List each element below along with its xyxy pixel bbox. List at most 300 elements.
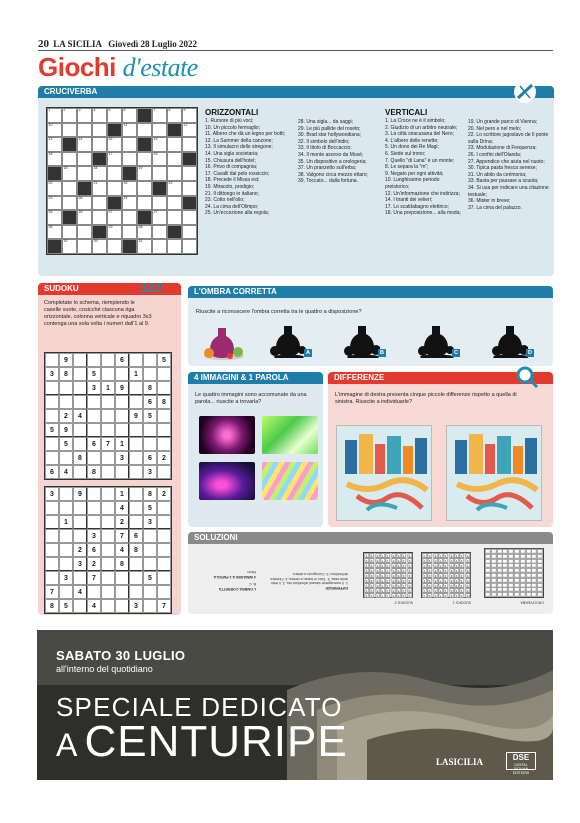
crossword-cell[interactable] [167, 181, 182, 196]
solution-cell: 5 [397, 569, 400, 572]
crossword-cell[interactable] [92, 123, 107, 138]
crossword-cell[interactable] [182, 225, 197, 240]
solution-cell: 8 [434, 574, 437, 577]
solution-cell: 8 [434, 564, 437, 567]
crossword-cell[interactable] [167, 196, 182, 211]
sudoku-cell[interactable] [101, 501, 115, 515]
solution-cell: 7 [381, 594, 384, 597]
sudoku-cell[interactable] [45, 353, 59, 367]
solution-cell [537, 578, 543, 583]
cell-number: 33 [153, 151, 158, 156]
cell-number: 25 [48, 210, 53, 215]
solution-cell: 9 [429, 574, 431, 577]
crossword-cell[interactable] [47, 181, 62, 196]
crossword-cell[interactable] [137, 166, 152, 181]
page-title [38, 52, 198, 83]
sudoku-cell[interactable] [87, 353, 101, 367]
sudoku-cell[interactable] [115, 465, 129, 479]
crossword-cell[interactable] [77, 166, 92, 181]
crossword-cell[interactable] [167, 152, 182, 167]
sudoku-cell[interactable] [87, 487, 101, 501]
solution-cell: 4 [403, 579, 405, 582]
sudoku-cell[interactable] [143, 437, 157, 451]
sudoku-cell: 9 [59, 353, 73, 367]
sudoku-cell[interactable] [157, 501, 171, 515]
sudoku-cell[interactable] [101, 367, 115, 381]
crossword-cell[interactable] [167, 239, 182, 254]
clue: 36. Mister in breve; [468, 198, 511, 205]
sudoku-cell[interactable] [101, 487, 115, 501]
crossword-cell[interactable] [107, 152, 122, 167]
sudoku-cell[interactable] [101, 395, 115, 409]
sudoku-cell[interactable] [59, 557, 73, 571]
sudoku-cell[interactable] [45, 529, 59, 543]
crossword-cell[interactable] [152, 123, 167, 138]
crossword-cell[interactable] [77, 152, 92, 167]
clue: 20. Nel pero e nel melo; [468, 125, 522, 132]
crossword-cell[interactable] [152, 225, 167, 240]
sudoku-cell[interactable] [129, 571, 143, 585]
solution-sudoku-1-label: SUDOKU 1 [452, 600, 471, 605]
sudoku-cell[interactable] [101, 353, 115, 367]
sudoku-cell: 4 [73, 409, 87, 423]
sudoku-cell[interactable] [115, 395, 129, 409]
sudoku-cell[interactable] [45, 437, 59, 451]
cell-number: 18 [63, 166, 68, 171]
sudoku-cell[interactable] [101, 585, 115, 599]
shadow-option-d[interactable] [490, 322, 528, 358]
crossword-cell[interactable] [122, 181, 137, 196]
cell-number: 31 [138, 239, 143, 244]
solution-cell: 2 [461, 564, 463, 567]
clue: 28. Una sigla... da saggi; [298, 119, 354, 125]
solution-cell: 4 [403, 569, 405, 572]
crossword-cell[interactable] [92, 181, 107, 196]
sudoku-cell[interactable] [73, 501, 87, 515]
solution-cell: 4 [403, 559, 405, 562]
crossword-cell [77, 181, 92, 196]
crossword-cell[interactable] [182, 181, 197, 196]
crossword-cell[interactable] [47, 152, 62, 167]
city-image-right[interactable] [446, 425, 542, 521]
sudoku-cell[interactable] [101, 529, 115, 543]
crossword-cell[interactable] [152, 108, 167, 123]
crossword-cell[interactable] [137, 196, 152, 211]
solution-cell: 4 [403, 589, 405, 592]
solution-cell: 9 [371, 574, 373, 577]
sudoku-cell[interactable] [143, 585, 157, 599]
crossword-cell[interactable] [122, 225, 137, 240]
crossword-cell[interactable] [92, 166, 107, 181]
crossword-cell[interactable] [107, 181, 122, 196]
advert-subtitle: all'interno del quotidiano [56, 664, 153, 674]
sudoku-cell[interactable] [157, 585, 171, 599]
sudoku-cell: 1 [115, 487, 129, 501]
sudoku-cell: 2 [157, 451, 171, 465]
crossword-cell[interactable] [182, 108, 197, 123]
solution-cell: 7 [439, 589, 442, 592]
sudoku-cell[interactable] [45, 381, 59, 395]
solution-cell: 6 [376, 564, 379, 567]
sudoku-cell[interactable] [45, 451, 59, 465]
cell-number: 39 [93, 239, 98, 244]
sudoku-cell[interactable] [129, 423, 143, 437]
crossword-cell[interactable] [167, 137, 182, 152]
crossword-cell[interactable] [92, 210, 107, 225]
sudoku-cell[interactable] [59, 395, 73, 409]
advert-date: SABATO 30 LUGLIO [56, 648, 186, 663]
solution-cell: 7 [381, 579, 384, 582]
sudoku-cell: 9 [115, 381, 129, 395]
sudoku-cell[interactable] [157, 557, 171, 571]
sudoku-cell[interactable] [115, 599, 129, 613]
solution-cell: 1 [423, 559, 426, 562]
cell-number: 35 [123, 181, 128, 185]
solution-cell [537, 592, 543, 597]
sudoku-cell[interactable] [143, 423, 157, 437]
crossword-cell[interactable] [152, 166, 167, 181]
crossword-cell[interactable] [62, 239, 77, 254]
sudoku-cell[interactable] [73, 515, 87, 529]
sudoku-cell[interactable] [157, 465, 171, 479]
sudoku-cell[interactable] [129, 501, 143, 515]
crossword-cell[interactable] [182, 123, 197, 138]
sudoku-cell[interactable] [45, 501, 59, 515]
crossword-cell [137, 137, 152, 152]
sudoku-cell[interactable] [129, 487, 143, 501]
sudoku-cell[interactable] [129, 557, 143, 571]
crossword-cell[interactable] [62, 225, 77, 240]
crossword-cell[interactable] [107, 108, 122, 123]
crossword-cell[interactable] [152, 137, 167, 152]
crossword-cell[interactable] [77, 123, 92, 138]
sudoku-cell[interactable] [101, 599, 115, 613]
crossword-cell[interactable] [122, 196, 137, 211]
sudoku-cell[interactable] [59, 501, 73, 515]
sudoku-cell[interactable] [101, 465, 115, 479]
image-neon-light [199, 462, 255, 500]
sudoku-cell[interactable] [157, 381, 171, 395]
sudoku-cell[interactable] [157, 437, 171, 451]
crossword-cell[interactable] [77, 137, 92, 152]
crossword-cell[interactable] [137, 123, 152, 138]
solution-cell: 4 [403, 594, 405, 597]
crossword-cell[interactable] [152, 196, 167, 211]
crossword-cell[interactable] [152, 210, 167, 225]
solution-cell: 2 [461, 574, 463, 577]
sudoku-cell[interactable] [73, 381, 87, 395]
solution-cell: 7 [439, 559, 442, 562]
crossword-cell[interactable] [122, 210, 137, 225]
crossword-cell[interactable] [152, 152, 167, 167]
crossword-cell[interactable] [107, 166, 122, 181]
crossword-cell[interactable] [92, 196, 107, 211]
sudoku-cell[interactable] [157, 367, 171, 381]
sudoku-cell: 8 [143, 381, 157, 395]
solution-cell: 4 [445, 589, 447, 592]
crossword-cell[interactable] [77, 210, 92, 225]
sudoku-cell[interactable] [143, 599, 157, 613]
sudoku-cell[interactable] [129, 515, 143, 529]
advert-headline-place: A CENTURIPE [56, 717, 348, 766]
sudoku-cell[interactable] [129, 381, 143, 395]
sudoku-cell[interactable] [143, 367, 157, 381]
solution-cell: 8 [392, 564, 395, 567]
crossword-cell[interactable] [167, 108, 182, 123]
solution-cell: 7 [381, 584, 384, 587]
issue-date: Giovedì 28 Luglio 2022 [108, 39, 198, 49]
solution-cell: 8 [434, 569, 437, 572]
sudoku-cell[interactable] [45, 557, 59, 571]
sudoku-cell[interactable] [45, 395, 59, 409]
crossword-cell[interactable] [62, 196, 77, 211]
crossword-cell[interactable] [137, 239, 152, 254]
sudoku-cell: 3 [129, 599, 143, 613]
sudoku-cell[interactable] [87, 409, 101, 423]
clue: 33. Il titolo di Boccaccio; [298, 145, 352, 152]
crossword-cell[interactable] [182, 239, 197, 254]
crossword-cell[interactable] [107, 239, 122, 254]
solution-cell: 8 [434, 589, 437, 592]
sudoku-cell[interactable] [129, 465, 143, 479]
cell-number: 32 [108, 137, 113, 142]
sudoku-cell[interactable] [143, 543, 157, 557]
sudoku-cell: 3 [45, 367, 59, 381]
crossword-cell [62, 210, 77, 225]
sudoku-cell: 4 [59, 465, 73, 479]
solution-cell: 4 [403, 554, 405, 557]
sudoku-cell[interactable] [101, 543, 115, 557]
crossword-cell[interactable] [107, 137, 122, 152]
sudoku-cell[interactable] [157, 543, 171, 557]
sudoku-cell[interactable] [59, 451, 73, 465]
sudoku-cell[interactable] [101, 515, 115, 529]
cell-number: 7 [153, 108, 156, 112]
crossword-cell[interactable] [62, 166, 77, 181]
sudoku-cell: 6 [143, 395, 157, 409]
sudoku-cell[interactable] [45, 409, 59, 423]
clue: 18. Precede il Missa est; [205, 177, 260, 184]
sudoku-cell[interactable] [157, 423, 171, 437]
solution-cell: 5 [466, 554, 469, 557]
sudoku-cell[interactable] [73, 465, 87, 479]
sudoku-cell[interactable] [87, 451, 101, 465]
sudoku-cell[interactable] [73, 367, 87, 381]
solution-cell: 7 [439, 554, 442, 557]
solution-cell: 3 [365, 589, 368, 592]
crossword-cell[interactable] [167, 166, 182, 181]
crossword-cell[interactable] [77, 239, 92, 254]
sudoku-cell[interactable] [87, 585, 101, 599]
cell-number: 16 [48, 151, 53, 156]
sudoku-cell[interactable] [101, 423, 115, 437]
crossword-cell[interactable] [167, 210, 182, 225]
four-images-heading: 4 IMMAGINI & 1 PAROLA [194, 373, 289, 382]
solution-cell: 7 [439, 579, 442, 582]
shadow-label-c: C [452, 349, 460, 357]
clues-verticali-col1 [385, 108, 465, 217]
sudoku-cell[interactable] [59, 585, 73, 599]
sudoku-cell[interactable] [45, 515, 59, 529]
crossword-cell[interactable] [182, 137, 197, 152]
crossword-cell[interactable] [122, 108, 137, 123]
solution-cell: 1 [387, 559, 389, 562]
sudoku-cell: 1 [101, 381, 115, 395]
clue: 12. La Summer della canzone; [205, 137, 273, 144]
sudoku-cell[interactable] [45, 571, 59, 585]
shadow-option-b[interactable] [342, 322, 380, 358]
header-rule [38, 50, 553, 51]
crossword-cell [47, 166, 62, 181]
sudoku-heading: SUDOKU [44, 284, 79, 293]
sudoku-cell[interactable] [115, 409, 129, 423]
sudoku-cell[interactable] [101, 409, 115, 423]
solution-cell: 3 [365, 559, 368, 562]
crossword-cell[interactable] [122, 137, 137, 152]
crossword-cell[interactable] [137, 181, 152, 196]
sudoku-cell: 5 [143, 571, 157, 585]
sudoku-cell: 6 [87, 437, 101, 451]
crossword-cell [152, 181, 167, 196]
sudoku-cell[interactable] [45, 543, 59, 557]
sudoku-cell[interactable] [73, 571, 87, 585]
crossword-cell[interactable] [62, 108, 77, 123]
shadow-option-a[interactable] [268, 322, 306, 358]
crossword-cell[interactable] [182, 210, 197, 225]
sudoku-cell[interactable] [129, 585, 143, 599]
sudoku-cell[interactable] [73, 599, 87, 613]
sudoku-cell[interactable] [115, 585, 129, 599]
crossword-cell[interactable] [92, 137, 107, 152]
crossword-cell[interactable] [47, 108, 62, 123]
sudoku-cell: 2 [73, 543, 87, 557]
crossword-cell[interactable] [122, 152, 137, 167]
clue: 1. Rumore di più voci; [205, 118, 254, 124]
solution-cell [514, 554, 520, 559]
image-neon-hair [262, 416, 318, 454]
cell-number: 19 [138, 166, 143, 171]
sudoku-cell[interactable] [129, 395, 143, 409]
crossword-cell[interactable] [47, 210, 62, 225]
solution-cell: 7 [439, 584, 442, 587]
sudoku-cell[interactable] [59, 543, 73, 557]
crossword-cell[interactable] [47, 137, 62, 152]
sudoku-cell[interactable] [115, 423, 129, 437]
crossword-cell[interactable] [47, 123, 62, 138]
shadow-option-c[interactable] [416, 322, 454, 358]
sudoku-cell[interactable] [157, 409, 171, 423]
sudoku-cell[interactable] [87, 423, 101, 437]
sudoku-cell[interactable] [143, 353, 157, 367]
crossword-cell[interactable] [77, 225, 92, 240]
sudoku-cell[interactable] [143, 529, 157, 543]
sudoku-cell[interactable] [101, 451, 115, 465]
crossword-cell[interactable] [107, 210, 122, 225]
sudoku-cell[interactable] [115, 367, 129, 381]
crossword-cell[interactable] [137, 152, 152, 167]
solution-cell: 9 [429, 594, 431, 597]
crossword-cell[interactable] [47, 196, 62, 211]
sudoku-cell[interactable] [157, 515, 171, 529]
sudoku-cell: 1 [129, 367, 143, 381]
cell-number: 15 [153, 137, 158, 142]
solution-cell: 5 [397, 559, 400, 562]
sudoku-cell: 3 [45, 487, 59, 501]
sudoku-cell[interactable] [59, 529, 73, 543]
sudoku-cell[interactable] [73, 437, 87, 451]
crossword-cell[interactable] [92, 239, 107, 254]
sudoku-cell[interactable] [59, 487, 73, 501]
solutions-heading: SOLUZIONI [194, 533, 238, 542]
differences-instructions: L'immagine di destra presenta cinque piccole differenze rispetto a quella di sinistra. Riuscite a individuarle? [335, 392, 517, 405]
sudoku-cell[interactable] [87, 515, 101, 529]
verticali-heading: VERTICALI [385, 108, 428, 117]
sudoku-cell[interactable] [73, 423, 87, 437]
solution-cell: 9 [371, 584, 373, 587]
sudoku-cell[interactable] [73, 529, 87, 543]
crossword-cell[interactable] [152, 239, 167, 254]
sudoku-cell: 5 [143, 501, 157, 515]
crossword-cell[interactable] [122, 123, 137, 138]
solution-cell: 1 [387, 564, 389, 567]
sudoku-cell[interactable] [59, 381, 73, 395]
solution-cell: 2 [408, 579, 411, 582]
sudoku-cell[interactable] [101, 557, 115, 571]
cell-number: 5 [108, 108, 111, 112]
clue: 30. Tipica pasta fresca senese; [468, 165, 537, 172]
crossword-cell[interactable] [137, 225, 152, 240]
crossword-cell[interactable] [62, 181, 77, 196]
sudoku-cell[interactable] [143, 557, 157, 571]
crossword-cell[interactable] [92, 108, 107, 123]
image-neon-ring [199, 416, 255, 454]
crossword-cell[interactable] [62, 123, 77, 138]
solution-cell: 5 [397, 579, 400, 582]
city-image-left[interactable] [336, 425, 432, 521]
crossword-cell[interactable] [77, 196, 92, 211]
sudoku-cell[interactable] [73, 353, 87, 367]
solution-cell [537, 554, 543, 559]
sudoku-cell[interactable] [129, 437, 143, 451]
sudoku-cell[interactable] [157, 571, 171, 585]
solution-cell: 9 [429, 569, 431, 572]
solution-cell: 3 [365, 569, 368, 572]
cell-number: 3 [78, 108, 81, 112]
title-accent: d'estate [122, 53, 198, 82]
sudoku-cell[interactable] [115, 571, 129, 585]
sudoku-cell[interactable] [87, 395, 101, 409]
crossword-cell[interactable] [182, 166, 197, 181]
clue: 24. La cima dell'Olimpo; [205, 203, 259, 210]
sudoku-cell[interactable] [87, 501, 101, 515]
solution-cell: 4 [403, 564, 405, 567]
clue: 9. Negato per ogni attività; [385, 170, 444, 177]
clue: 18. Una preposizione... alla moda; [385, 210, 461, 217]
sudoku-cell[interactable] [101, 571, 115, 585]
crossword-cell[interactable] [107, 225, 122, 240]
differences-heading: DIFFERENZE [334, 373, 385, 382]
crossword-cell[interactable] [62, 152, 77, 167]
sudoku-cell[interactable] [129, 353, 143, 367]
crossword-cell[interactable] [47, 225, 62, 240]
clue: 16. Privo di compagnia; [205, 164, 258, 171]
sudoku-cell[interactable] [157, 529, 171, 543]
sudoku-cell[interactable] [129, 451, 143, 465]
sudoku-cell[interactable] [73, 395, 87, 409]
crossword-cell[interactable] [77, 108, 92, 123]
sudoku-cell: 8 [115, 557, 129, 571]
solution-cell: 5 [466, 579, 469, 582]
